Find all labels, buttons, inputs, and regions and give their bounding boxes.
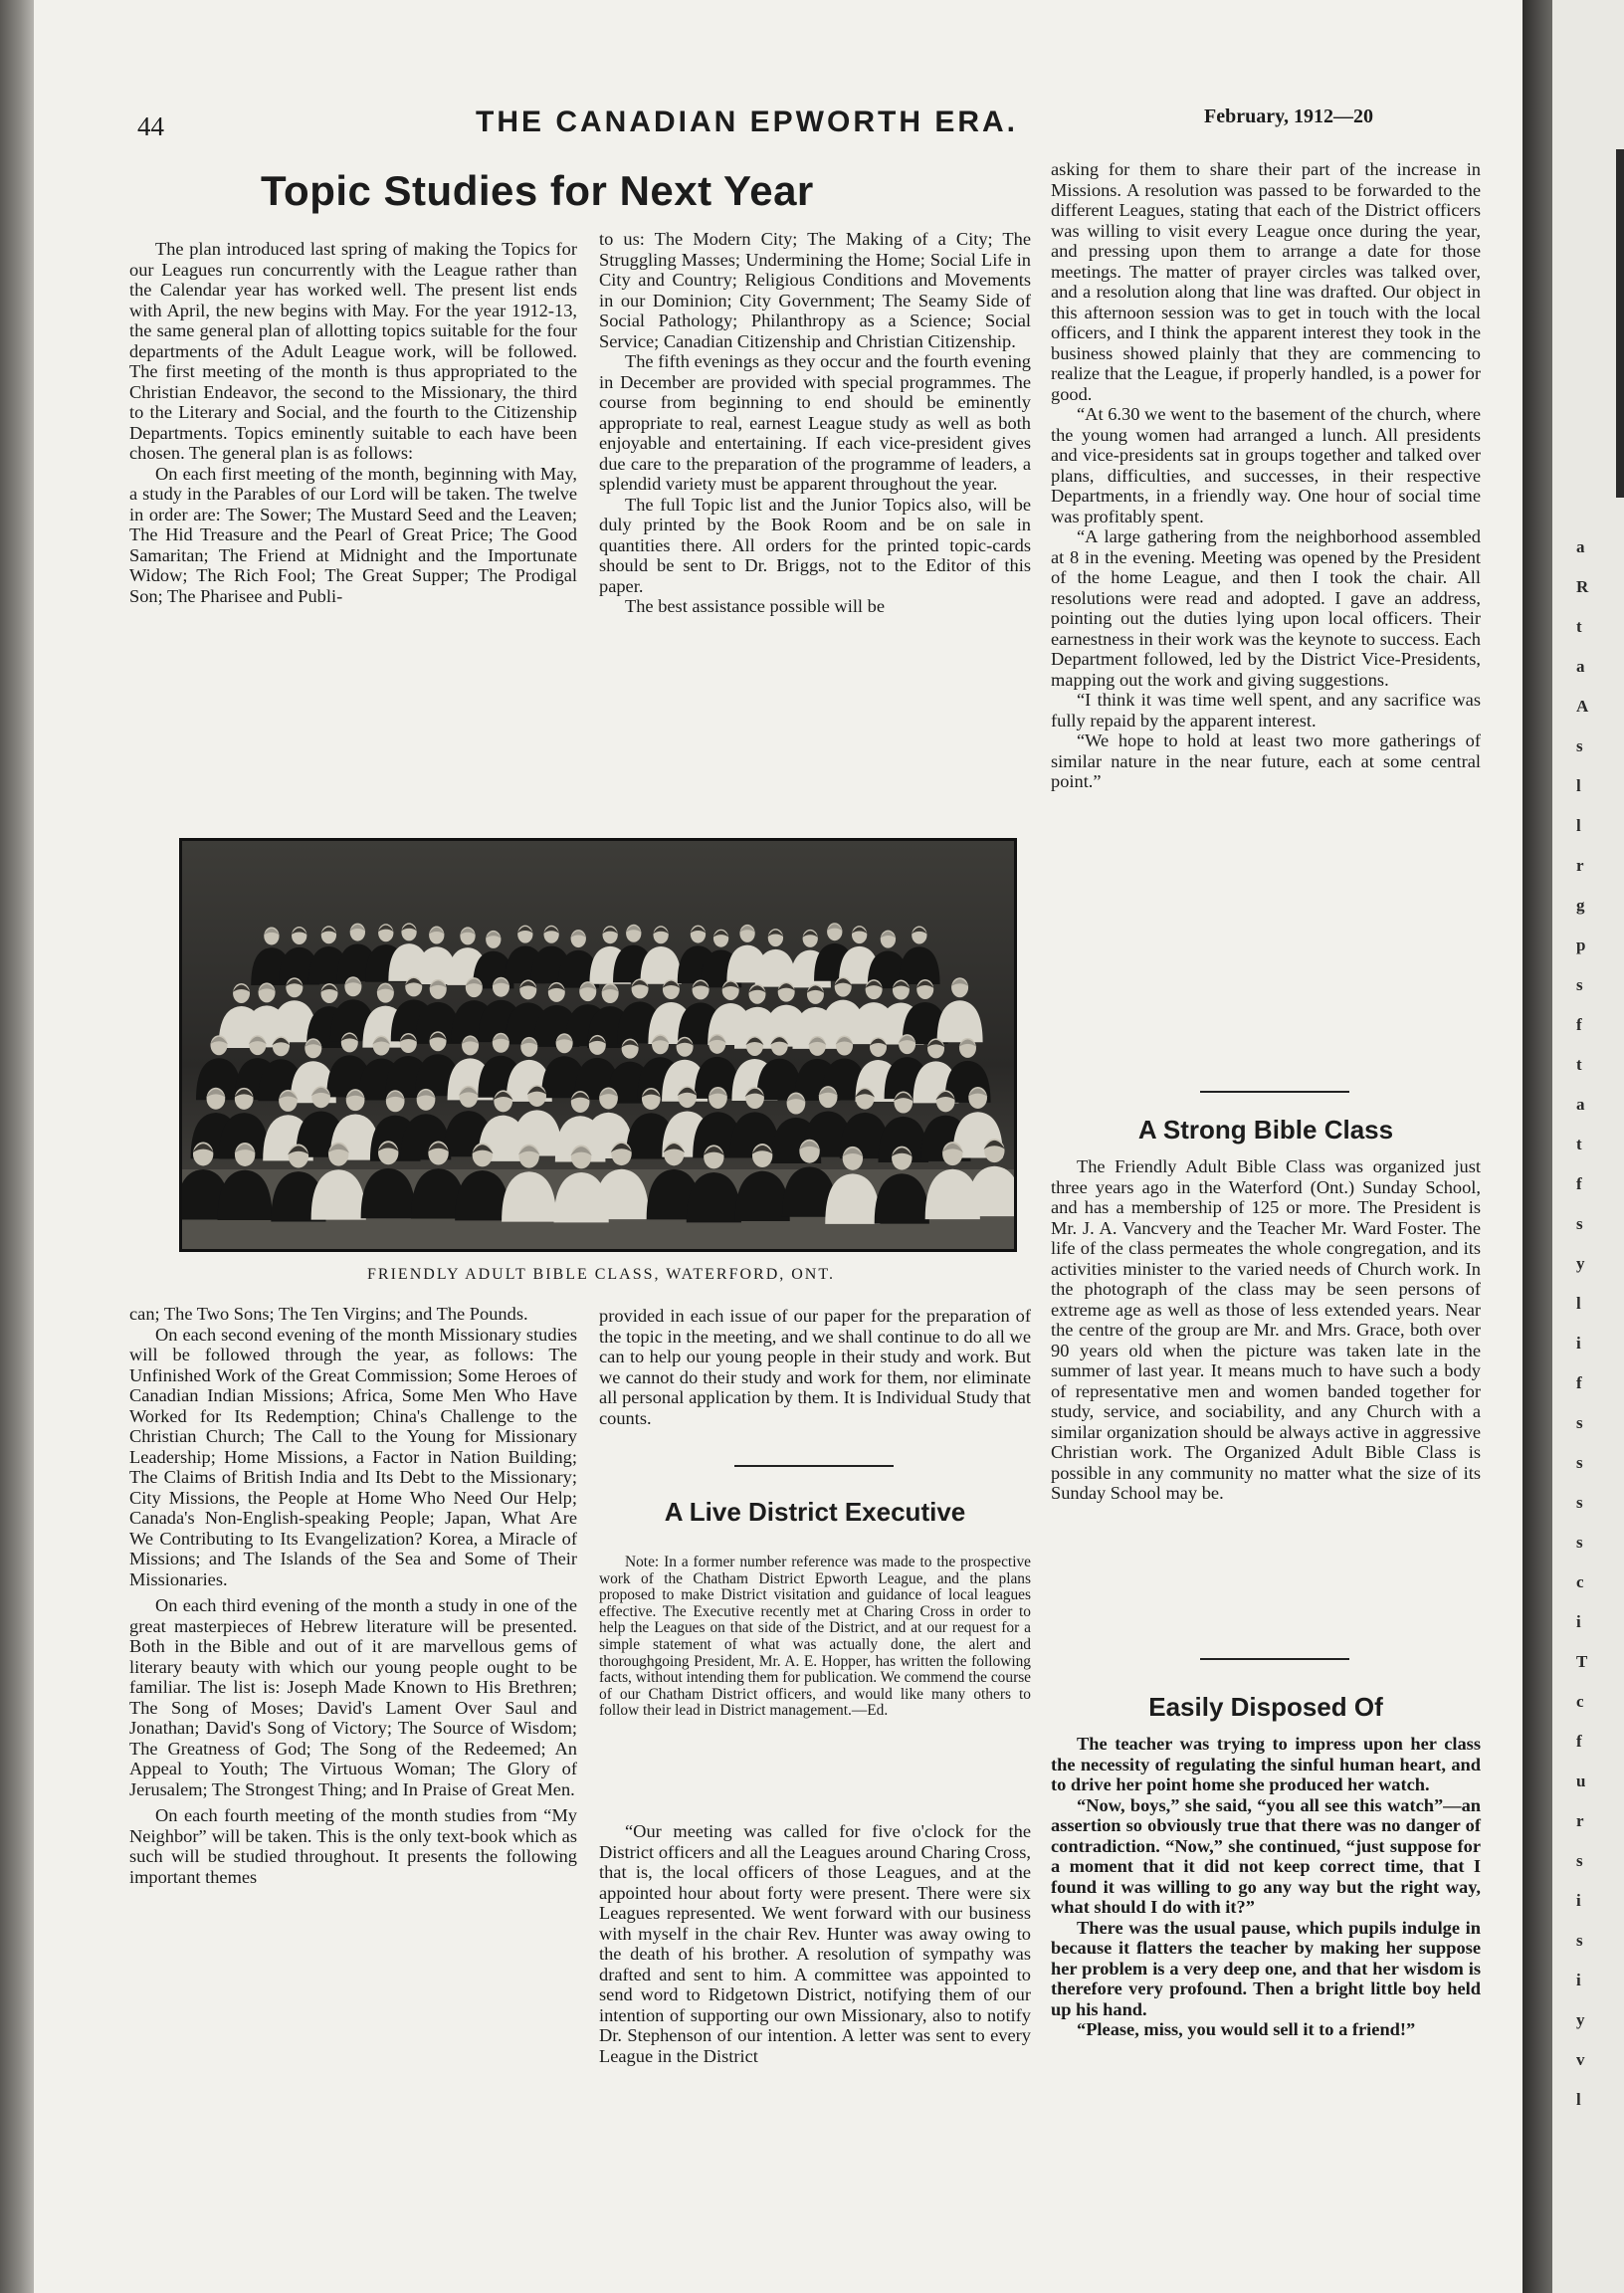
adjacent-page-letter: s: [1576, 975, 1583, 994]
page-edge-mark: [1616, 149, 1624, 498]
page-gutter: [1522, 0, 1552, 2293]
adjacent-page-letter: c: [1576, 1692, 1584, 1711]
adjacent-page-letter: i: [1576, 1612, 1581, 1631]
adjacent-page-letter: r: [1576, 1811, 1584, 1830]
adjacent-page-letter: t: [1576, 617, 1582, 636]
easily-disposed-body: [1051, 1734, 1481, 2040]
paragraph: On each first meeting of the month, beginning with May, a study in the Parables of our Lord will be taken. The twelve in order are: The Sower; The Mustard Seed and the Leaven; The Hid Treasure and the Pearl of Great Price; The Good Samaritan; The Friend at Midnight and the Importunate Widow; The Rich Fool; The Great Supper; The Prodigal Son; The Pharisee and Publi-: [129, 463, 577, 606]
paragraph: The Friendly Adult Bible Class was organized just three years ago in the Waterford (Ont.) Sunday School, and has a membership of 125 or more. The President is Mr. J. A. Vancvery and the Teacher Mr. Ward Foster. The life of the class permeates the whole congregation, and its activities minister to the varied needs of Church work. In the photograph of the class may be seen persons of extreme age as well as those of less extended years. Near the centre of the group are Mr. and Mrs. Grace, both over 90 years old when the picture was taken late in the summer of last year. It means much to have such a body of representative men and women banded together for study, service, and sociability, and any Church with a similar organization should be always active in aggressive Christian work. The Organized Adult Bible Class is possible in any community no matter what the size of its Sunday School may be.: [1051, 1156, 1481, 1503]
topic-studies-column-1: [129, 239, 577, 606]
photo-caption: FRIENDLY ADULT BIBLE CLASS, WATERFORD, ONT.: [367, 1266, 835, 1283]
district-executive-column-3: [1051, 159, 1481, 792]
adjacent-page-letter: i: [1576, 1891, 1581, 1910]
section-divider: [1200, 1091, 1349, 1093]
adjacent-page-letter: c: [1576, 1572, 1584, 1591]
paragraph: can; The Two Sons; The Ten Virgins; and The Pounds.: [129, 1304, 528, 1324]
book-binding: [0, 0, 34, 2293]
adjacent-page-letter: v: [1576, 2050, 1585, 2069]
paragraph: The best assistance possible will be: [625, 596, 885, 616]
masthead: THE CANADIAN EPWORTH ERA.: [476, 105, 1018, 138]
editor-note: [599, 1555, 1031, 1720]
group-photograph: [179, 838, 1017, 1252]
editor-note-text: Note: In a former number reference was made to the prospective work of the Chatham District Epworth League, and the plans proposed to make District visitation and guidance of local leagues effective. The Executive recently met at Charing Cross in order to help the Leagues on that side of the District, and at our request for a simple statement of what was actually done, the alert and thoroughgoing President, Mr. A. E. Hopper, has written the following facts, without intending them for publication. We commend the course of our Chatham District officers, and would like many others to follow their lead in District management.—Ed.: [599, 1554, 1032, 1720]
adjacent-page-letter: s: [1576, 1493, 1583, 1512]
paragraph: “We hope to hold at least two more gatherings of similar nature in the near future, each at some central point.”: [1051, 730, 1481, 791]
strong-bible-class-body: [1051, 1156, 1481, 1504]
paragraph: The fifth evenings as they occur and the fourth evening in December are provided with special programmes. The course from beginning to end should be eminently appropriate to real, earnest League study as well as both enjoyable and entertaining. If each vice-president gives due care to the preparation of the programme of leaders, a splendid variety must be apparent throughout the year.: [599, 351, 1031, 494]
adjacent-page-letter: R: [1576, 577, 1589, 596]
adjacent-page-letter: r: [1576, 856, 1584, 875]
section-divider: [1200, 1658, 1349, 1660]
adjacent-page-letter: f: [1576, 1174, 1582, 1193]
adjacent-page-letter: A: [1576, 697, 1589, 716]
adjacent-page-letter: s: [1576, 1413, 1583, 1432]
page-number: 44: [137, 111, 164, 141]
article-title-district-executive: A Live District Executive: [664, 1497, 966, 1527]
paragraph: The full Topic list and the Junior Topics also, will be duly printed by the Book Room and be on sale in quantities there. All orders for the printed topic-cards should be sent to Dr. Briggs, not to the Editor of this paper.: [599, 494, 1031, 596]
topic-studies-column-1-continued: [129, 1304, 577, 1887]
paragraph: On each fourth meeting of the month studies from “My Neighbor” will be taken. This is the only text-book which as such will be studied throughout. It presents the following important themes: [129, 1805, 577, 1887]
paragraph: “Please, miss, you would sell it to a friend!”: [1077, 2019, 1416, 2039]
adjacent-page-letter: l: [1576, 2090, 1581, 2109]
adjacent-page-letter: a: [1576, 1095, 1585, 1114]
paragraph: On each third evening of the month a study in one of the great masterpieces of Hebrew literature will be presented. Both in the Bible and out of it are marvellous gems of literary beauty with which our young people ought to be familiar. The list is: Joseph Made Known to His Brethren; The Song of Moses; David's Lament Over Saul and Jonathan; David's Song of Victory; The Source of Wisdom; The Greatness of God; The Song of the Redeemed; An Appeal to Youth; The Virtuous Woman; The Glory of Jerusalem; The Strongest Thing; and In Praise of Great Men.: [129, 1595, 577, 1799]
adjacent-page-letter: f: [1576, 1732, 1582, 1751]
group-photograph-image: [182, 841, 1014, 1249]
adjacent-page-letter: s: [1576, 1931, 1583, 1950]
adjacent-page-letter: i: [1576, 1971, 1581, 1989]
page-header: [34, 104, 1522, 143]
adjacent-page-letter: u: [1576, 1772, 1586, 1790]
district-executive-column-2: [599, 1821, 1031, 2066]
adjacent-page-letter: a: [1576, 537, 1585, 556]
adjacent-page-letter: f: [1576, 1373, 1582, 1392]
adjacent-page-letter: l: [1576, 816, 1581, 835]
adjacent-page-letter: t: [1576, 1055, 1582, 1074]
article-title-strong-bible-class: A Strong Bible Class: [1137, 1115, 1394, 1145]
paragraph: to us: The Modern City; The Making of a City; The Struggling Masses; Undermining the Home; Social Life in City and Country; Religious Conditions and Movements in our Dominion; City Government; The Seamy Side of Social Pathology; Philanthropy as a Science; Social Service; Canadian Citizenship and Christian Citizenship.: [599, 229, 1031, 351]
adjacent-page-letter: s: [1576, 736, 1583, 755]
adjacent-page-letter: f: [1576, 1015, 1582, 1034]
adjacent-page-letter: s: [1576, 1214, 1583, 1233]
paragraph: asking for them to share their part of the increase in Missions. A resolution was passed to be forwarded to the different Leagues, stating that each of the District officers was willing to visit every League once during the year, and pressing upon them to arrange a date for those meetings. The matter of prayer circles was talked over, and a resolution along that line was drafted. Our object in this afternoon session was to get in touch with the local officers, and I think the apparent interest they took in the business showed plainly that they are commencing to realize that the League, if properly handled, is a power for good.: [1051, 159, 1481, 404]
adjacent-page-letter: s: [1576, 1851, 1583, 1870]
article-title-easily-disposed: Easily Disposed Of: [1148, 1692, 1383, 1722]
adjacent-page-letter: p: [1576, 936, 1586, 954]
adjacent-page-letter: a: [1576, 657, 1585, 676]
section-divider: [734, 1465, 894, 1467]
adjacent-page-letter: T: [1576, 1652, 1588, 1671]
adjacent-page-letter: y: [1576, 2010, 1585, 2029]
paragraph: The teacher was trying to impress upon her class the necessity of regulating the sinful human heart, and to drive her point home she produced her watch.: [1051, 1734, 1481, 1794]
adjacent-page-letter: t: [1576, 1135, 1582, 1153]
adjacent-page-letter: l: [1576, 776, 1581, 795]
paragraph: “Our meeting was called for five o'clock for the District officers and all the Leagues around Charing Cross, that is, the local officers of those Leagues, and at the appointed hour about forty were present. There were six Leagues represented. We went forward with our business with myself in the chair Rev. Hunter was away owing to the death of his brother. A resolution of sympathy was drafted and sent to him. A committee was appointed to send word to Ridgetown District, notifying them of our intention of supporting our own Missionary, also to notify Dr. Stephenson of our intention. A letter was sent to every League in the District: [599, 1821, 1031, 2066]
article-title-topic-studies: Topic Studies for Next Year: [261, 167, 814, 214]
adjacent-page-letter: i: [1576, 1334, 1581, 1353]
adjacent-page-letter: y: [1576, 1254, 1585, 1273]
paragraph: “I think it was time well spent, and any sacrifice was fully repaid by the apparent interest.: [1051, 690, 1481, 730]
topic-studies-column-2: [599, 229, 1031, 617]
issue-date: February, 1912—20: [1204, 105, 1373, 127]
paragraph: On each second evening of the month Missionary studies will be followed through the year, as follows: The Unfinished Work of the Great Commission; Some Heroes of Canadian Indian Missions; Africa, Some Men Who Have Worked for Its Redemption; China's Challenge to the Christian Church; The Call to the Young for Missionary Leadership; Home Missions, a Factor in Nation Building; The Claims of British India and Its Debt to the Missionary; City Missions, the People at Home Who Need Our Help; Canada's Non-English-speaking People; Japan, What Are We Contributing to Its Evangelization? Korea, a Miracle of Missions; and The Islands of the Sea and Some of Their Missionaries.: [129, 1324, 577, 1589]
paragraph: “A large gathering from the neighborhood assembled at 8 in the evening. Meeting was opened by the President of the home League, and then I took the chair. All resolutions were read and adopted. I gave an address, pointing out the duties lying upon local officers. Their earnestness in their work was the keynote to success. Each Department followed, led by the District Vice-Presidents, mapping out the work and giving suggestions.: [1051, 526, 1481, 690]
adjacent-page-fragment: [1552, 0, 1624, 2293]
paragraph: provided in each issue of our paper for the preparation of the topic in the meeting, and we shall continue to do all we can to help our young people in their study and work. But we cannot do their study and work for them, nor eliminate all personal application by them. It is Individual Study that counts.: [599, 1306, 1031, 1428]
adjacent-page-letter: s: [1576, 1533, 1583, 1552]
paragraph: “Now, boys,” she said, “you all see this watch”—an assertion so obviously true that there was no danger of contradiction. “Now,” she continued, “just suppose for a moment that it did not keep correct time, that I found it was willing to go any way but the right way, what should I do with it?”: [1051, 1794, 1481, 1917]
magazine-page: [34, 0, 1522, 2293]
paragraph: The plan introduced last spring of making the Topics for our Leagues run concurrently with the League rather than the Calendar year has worked well. The present list ends with April, the new begins with May. For the year 1912-13, the same general plan of allotting topics suitable for the four departments of the Adult League work, will be followed. The first meeting of the month is thus appropriated to the Christian Endeavor, the second to the Missionary, the third to the Literary and Social, and the fourth to the Citizenship Departments. Topics eminently suitable to each have been chosen. The general plan is as follows:: [129, 239, 577, 463]
topic-studies-column-2-continued: [599, 1306, 1031, 1428]
paragraph: “At 6.30 we went to the basement of the church, where the young women had arranged a lunch. All presidents and vice-presidents sat in groups together and talked over plans, difficulties, and successes, in their respective Departments, in a friendly way. One hour of social time was profitably spent.: [1051, 404, 1481, 526]
paragraph: There was the usual pause, which pupils indulge in because it flatters the teacher by making her suppose her problem is a very deep one, and that her wisdom is therefore very profound. Then a bright little boy held up his hand.: [1051, 1917, 1481, 2019]
adjacent-page-letter: s: [1576, 1453, 1583, 1472]
adjacent-page-letter: g: [1576, 896, 1585, 915]
adjacent-page-letter: l: [1576, 1294, 1581, 1313]
